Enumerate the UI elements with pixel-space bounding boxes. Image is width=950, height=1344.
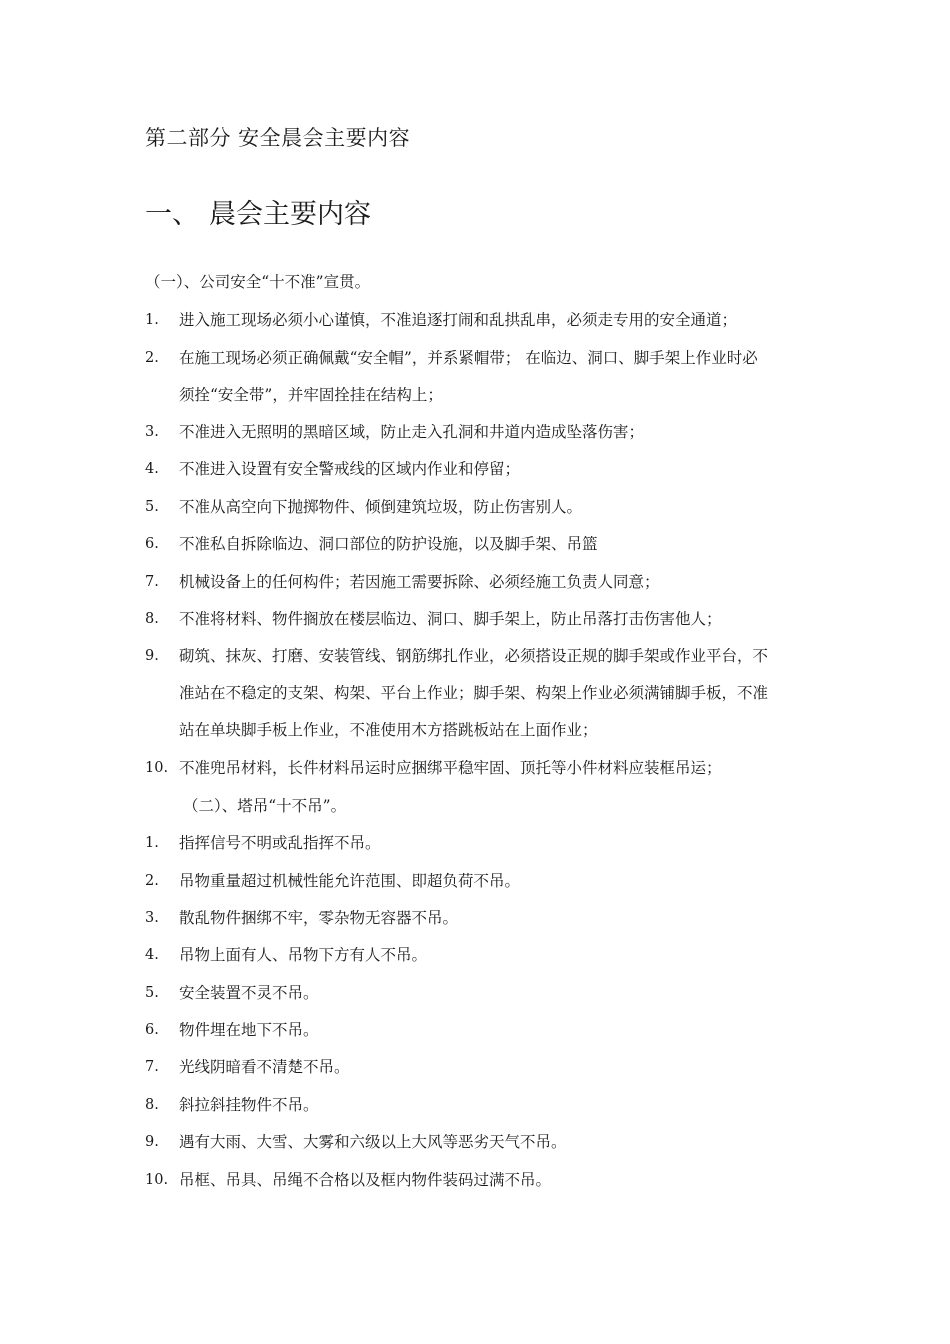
list-item-text: 安全装置不灵不吊。: [179, 984, 319, 1002]
list-item-text: 不准将材料、物件搁放在楼层临边、洞口、脚手架上，防止吊落打击伤害他人；: [179, 610, 722, 628]
list-item: [145, 564, 815, 601]
list-item-number: 10.: [145, 760, 169, 776]
list-item-number: 6.: [145, 536, 159, 552]
list-item: [145, 601, 815, 638]
list-item-text: 不准进入无照明的黑暗区域，防止走入孔洞和井道内造成坠落伤害；: [179, 423, 645, 441]
list-item: [145, 302, 815, 339]
list-item: [145, 1012, 815, 1049]
list-item-number: 8.: [145, 1097, 159, 1113]
list-item-text: 吊物重量超过机械性能允许范围、即超负荷不吊。: [179, 872, 521, 890]
list-item-number: 10.: [145, 1172, 169, 1188]
list-item: [145, 900, 815, 937]
list-item-text: 不准私自拆除临边、洞口部位的防护设施，以及脚手架、吊篮: [179, 535, 598, 553]
list-item: [145, 975, 815, 1012]
list-item: [145, 1124, 815, 1161]
list-item-text: 指挥信号不明或乱指挥不吊。: [179, 834, 381, 852]
list-item: [145, 489, 815, 526]
list-item: [145, 451, 815, 488]
list-item: [145, 638, 815, 749]
list-item-text: 不准从高空向下抛掷物件、倾倒建筑垃圾，防止伤害别人。: [179, 498, 583, 516]
list-item-number: 1.: [145, 312, 159, 328]
list-item-number: 7.: [145, 574, 159, 590]
list-item-text: 物件埋在地下不吊。: [179, 1021, 319, 1039]
list-item-text: 进入施工现场必须小心谨慎，不准追逐打闹和乱拱乱串，必须走专用的安全通道；: [179, 311, 738, 329]
list-item-number: 3.: [145, 910, 159, 926]
list-item-number: 4.: [145, 947, 159, 963]
list-item: [145, 1162, 815, 1199]
list-item-text: 吊物上面有人、吊物下方有人不吊。: [179, 946, 428, 964]
subsection-heading-2: （二）、塔吊“十不吊”。: [183, 797, 347, 815]
list-item-number: 9.: [145, 648, 159, 664]
list-item-number: 2.: [145, 873, 159, 889]
list-item-text: 遇有大雨、大雪、大雾和六级以上大风等恶劣天气不吊。: [179, 1133, 567, 1151]
list-item-text: 吊框、吊具、吊绳不合格以及框内物件装码过满不吊。: [179, 1171, 552, 1189]
list-item-text: 不准进入设置有安全警戒线的区域内作业和停留；: [179, 460, 521, 478]
section-title-text: 晨会主要内容: [209, 199, 371, 230]
list-item: [145, 340, 815, 414]
list-item: [145, 1049, 815, 1086]
list-item: [145, 526, 815, 563]
list-item-text: 散乱物件捆绑不牢，零杂物无容器不吊。: [179, 909, 459, 927]
list-item-number: 4.: [145, 461, 159, 477]
section-number: 一、: [145, 199, 199, 230]
list-item: [145, 414, 815, 451]
list-item-number: 6.: [145, 1022, 159, 1038]
list-item-number: 9.: [145, 1134, 159, 1150]
list-item-number: 2.: [145, 350, 159, 366]
list-item: [145, 1087, 815, 1124]
list-item-number: 7.: [145, 1059, 159, 1075]
part-title: 第二部分 安全晨会主要内容: [145, 126, 411, 150]
list-item-text: 砌筑、抹灰、打磨、安装管线、钢筋绑扎作业，必须搭设正规的脚手架或作业平台，不 准站在不稳定的支架、构架、平台上作业；脚手架、构架上作业必须满铺脚手板，不准 站在单块脚手板上作业，不准使用木方搭跳板站在上面作业；: [179, 647, 769, 739]
list-item-text: 斜拉斜挂物件不吊。: [179, 1096, 319, 1114]
subsection-heading-1: （一）、公司安全“十不准”宣贯。: [145, 273, 371, 291]
list-item: [145, 863, 815, 900]
list-item-number: 5.: [145, 985, 159, 1001]
list-item-text: 机械设备上的任何构件；若因施工需要拆除、必须经施工负责人同意；: [179, 573, 660, 591]
list-item-text: 光线阴暗看不清楚不吊。: [179, 1058, 350, 1076]
list-item: [145, 937, 815, 974]
section-title: [145, 196, 371, 234]
list-item-number: 5.: [145, 499, 159, 515]
list-item: [145, 825, 815, 862]
list-item-text: 不准兜吊材料，长件材料吊运时应捆绑平稳牢固、顶托等小件材料应装框吊运；: [179, 759, 722, 777]
list-item-number: 3.: [145, 424, 159, 440]
list-item-number: 1.: [145, 835, 159, 851]
list-item-text: 在施工现场必须正确佩戴“安全帽”，并系紧帽带； 在临边、洞口、脚手架上作业时必 须拴“安全带”，并牢固拴挂在结构上；: [179, 349, 758, 404]
list-item: [145, 750, 815, 787]
list-item-number: 8.: [145, 611, 159, 627]
